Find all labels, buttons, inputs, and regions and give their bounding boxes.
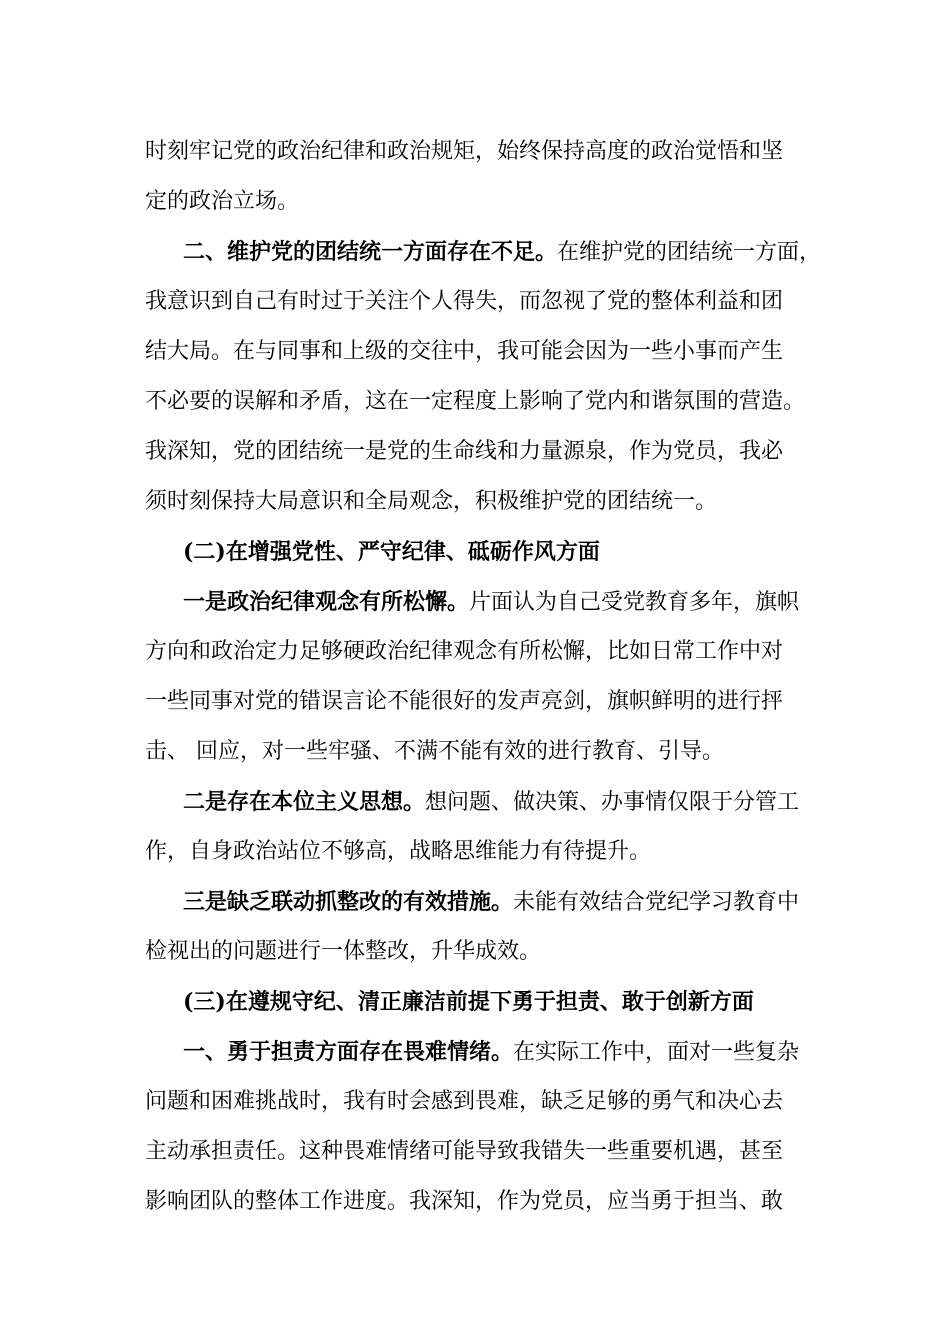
paragraph-text: 想问题、做决策、办事情仅限于分管工 [425, 790, 800, 815]
paragraph-lead-bold: 二是存在本位主义思想。 [183, 789, 426, 815]
paragraph-line: 击、 回应，对一些牢骚、不满不能有效的进行教育、引导。 [145, 739, 724, 764]
paragraph-text: 在实际工作中，面对一些复杂 [513, 1040, 800, 1065]
paragraph-line: 主动承担责任。这种畏难情绪可能导致我错失一些重要机遇，甚至 [145, 1139, 784, 1164]
section-heading: (二)在增强党性、严守纪律、砥砺作风方面 [183, 539, 600, 565]
paragraph-first-line [183, 587, 799, 618]
paragraph-line: 我意识到自己有时过于关注个人得失，而忽视了党的整体利益和团 [145, 289, 784, 314]
paragraph-line: 我深知，党的团结统一是党的生命线和力量源泉，作为党员，我必 [145, 439, 784, 464]
paragraph-text: 在维护党的团结统一方面， [557, 240, 822, 265]
paragraph-text: 片面认为自己受党教育多年，旗帜 [469, 590, 800, 615]
paragraph-line: 一些同事对党的错误言论不能很好的发声亮剑，旗帜鲜明的进行抨 [145, 689, 784, 714]
paragraph-line: 须时刻保持大局意识和全局观念，积极维护党的团结统一。 [145, 489, 718, 514]
paragraph-line: 问题和困难挑战时，我有时会感到畏难，缺乏足够的勇气和决心去 [145, 1089, 784, 1114]
paragraph-line: 方向和政治定力足够硬政治纪律观念有所松懈，比如日常工作中对 [145, 639, 784, 664]
paragraph-lead-bold: 一、勇于担责方面存在畏难情绪。 [183, 1039, 514, 1065]
section-heading: (三)在遵规守纪、清正廉洁前提下勇于担责、敢于创新方面 [183, 989, 754, 1015]
paragraph-first-line [183, 887, 799, 918]
paragraph-line: 作，自身政治站位不够高，战略思维能力有待提升。 [145, 839, 652, 864]
paragraph-line: 检视出的问题进行一体整改，升华成效。 [145, 939, 542, 964]
paragraph-line: 影响团队的整体工作进度。我深知，作为党员，应当勇于担当、敢 [145, 1189, 784, 1214]
paragraph-lead-bold: 二、维护党的团结统一方面存在不足。 [183, 239, 558, 265]
paragraph-lead-bold: 一是政治纪律观念有所松懈。 [183, 589, 470, 615]
paragraph-line: 结大局。在与同事和上级的交往中，我可能会因为一些小事而产生 [145, 339, 784, 364]
paragraph-first-line [183, 1037, 799, 1068]
paragraph-lead-bold: 三是缺乏联动抓整改的有效措施。 [183, 889, 514, 915]
paragraph-text: 未能有效结合党纪学习教育中 [513, 890, 800, 915]
paragraph-line: 定的政治立场。 [145, 189, 300, 214]
paragraph-line: 时刻牢记党的政治纪律和政治规矩，始终保持高度的政治觉悟和坚 [145, 139, 784, 164]
paragraph-first-line [183, 237, 821, 268]
paragraph-line: 不必要的误解和矛盾，这在一定程度上影响了党内和谐氛围的营造。 [145, 389, 806, 414]
paragraph-first-line [183, 787, 799, 818]
